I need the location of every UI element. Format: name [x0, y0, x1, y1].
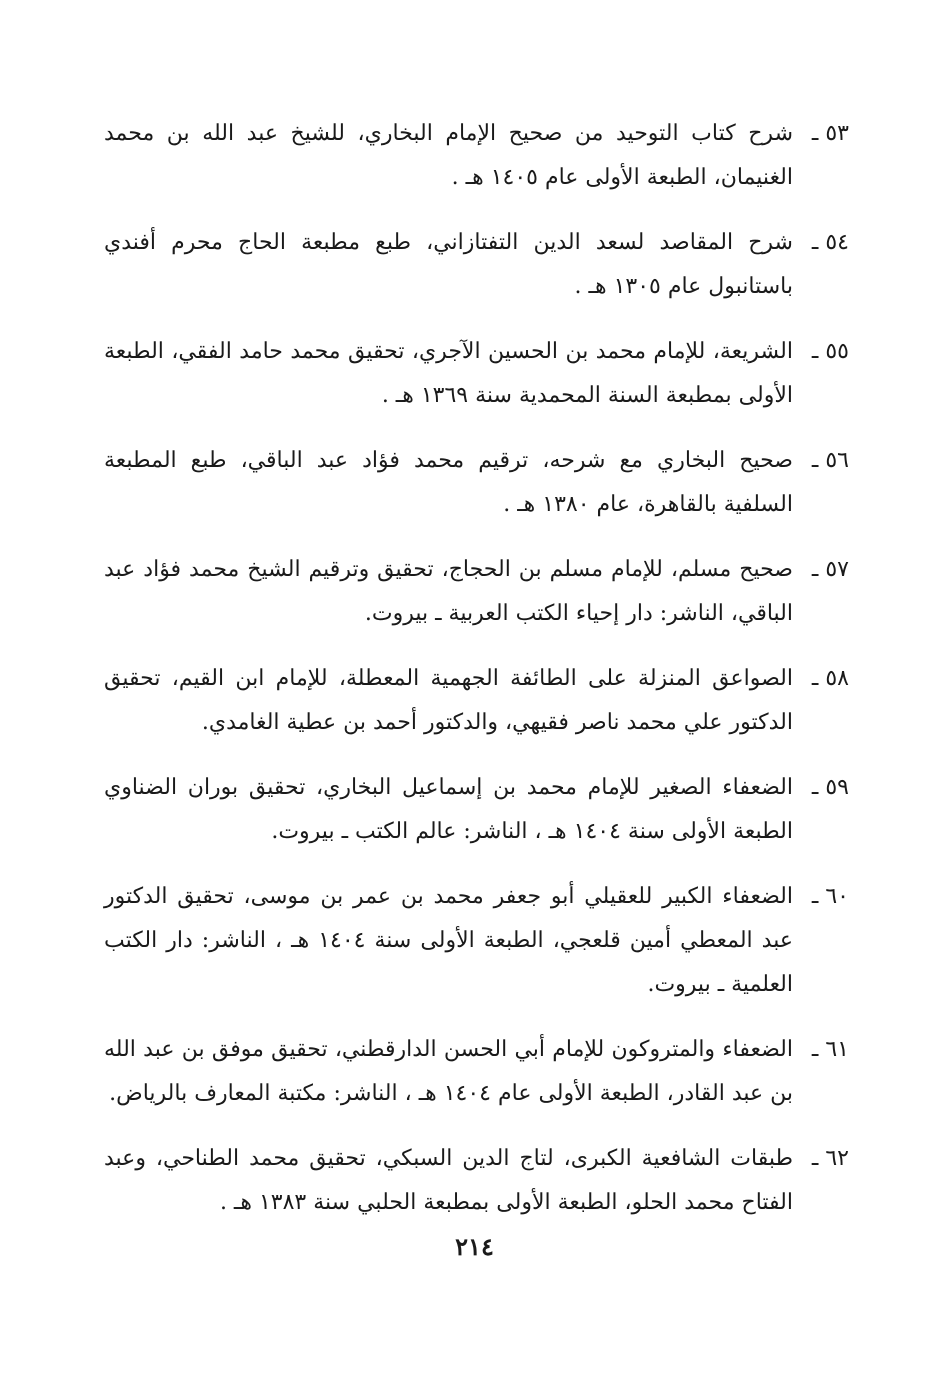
entry-number: ٥٩ ـ: [811, 775, 849, 800]
bibliography-entry: [104, 112, 849, 200]
entry-text: الشريعة، للإمام محمد بن الحسين الآجري، تحقيق محمد حامد الفقي، الطبعة الأولى بمطبعة السنة المحمدية سنة ١٣٦٩ هـ .: [104, 339, 793, 408]
entry-number: ٥٧ ـ: [811, 557, 849, 582]
entry-number: ٥٨ ـ: [811, 666, 849, 691]
entry-number: ٥٤ ـ: [811, 230, 849, 255]
entry-number: ٥٣ ـ: [811, 121, 849, 146]
bibliography-entry: [104, 875, 849, 1007]
bibliography-list: [104, 112, 849, 1246]
bibliography-entry: [104, 330, 849, 418]
entry-text: صحيح البخاري مع شرحه، ترقيم محمد فؤاد عبد الباقي، طبع المطبعة السلفية بالقاهرة، عام ١٣٨٠ هـ .: [104, 448, 793, 517]
bibliography-entry: [104, 766, 849, 854]
bibliography-entry: [104, 1137, 849, 1225]
page-number: ٢١٤: [455, 1232, 494, 1261]
bibliography-entry: [104, 548, 849, 636]
entry-number: ٥٦ ـ: [811, 448, 849, 473]
entry-text: شرح كتاب التوحيد من صحيح الإمام البخاري، للشيخ عبد الله بن محمد الغنيمان، الطبعة الأولى عام ١٤٠٥ هـ .: [104, 121, 793, 190]
entry-text: الضعفاء الكبير للعقيلي أبو جعفر محمد بن عمر بن موسى، تحقيق الدكتور عبد المعطي أمين قلعجي، الطبعة الأولى سنة ١٤٠٤ هـ ، الناشر: دار الكتب العلمية ـ بيروت.: [104, 884, 793, 997]
bibliography-entry: [104, 439, 849, 527]
bibliography-entry: [104, 1028, 849, 1116]
entry-text: الضعفاء والمتروكون للإمام أبي الحسن الدارقطني، تحقيق موفق بن عبد الله بن عبد القادر، الطبعة الأولى عام ١٤٠٤ هـ ، الناشر: مكتبة المعارف بالرياض.: [104, 1037, 793, 1106]
entry-text: شرح المقاصد لسعد الدين التفتازاني، طبع مطبعة الحاج محرم أفندي باستانبول عام ١٣٠٥ هـ .: [104, 230, 793, 299]
entry-text: صحيح مسلم، للإمام مسلم بن الحجاج، تحقيق وترقيم الشيخ محمد فؤاد عبد الباقي، الناشر: دار إحياء الكتب العربية ـ بيروت.: [104, 557, 793, 626]
bibliography-entry: [104, 657, 849, 745]
entry-number: ٥٥ ـ: [811, 339, 849, 364]
bibliography-entry: [104, 221, 849, 309]
entry-text: طبقات الشافعية الكبرى، لتاج الدين السبكي، تحقيق محمد الطناحي، وعبد الفتاح محمد الحلو، الطبعة الأولى بمطبعة الحلبي سنة ١٣٨٣ هـ .: [104, 1146, 793, 1215]
entry-text: الصواعق المنزلة على الطائفة الجهمية المعطلة، للإمام ابن القيم، تحقيق الدكتور علي محمد ناصر فقيهي، والدكتور أحمد بن عطية الغامدي.: [104, 666, 793, 735]
entry-number: ٦١ ـ: [811, 1037, 849, 1062]
entry-number: ٦٠ ـ: [811, 884, 849, 909]
entry-text: الضعفاء الصغير للإمام محمد بن إسماعيل البخاري، تحقيق بوران الضناوي الطبعة الأولى سنة ١٤٠٤ هـ ، الناشر: عالم الكتب ـ بيروت.: [104, 775, 793, 844]
entry-number: ٦٢ ـ: [811, 1146, 849, 1171]
